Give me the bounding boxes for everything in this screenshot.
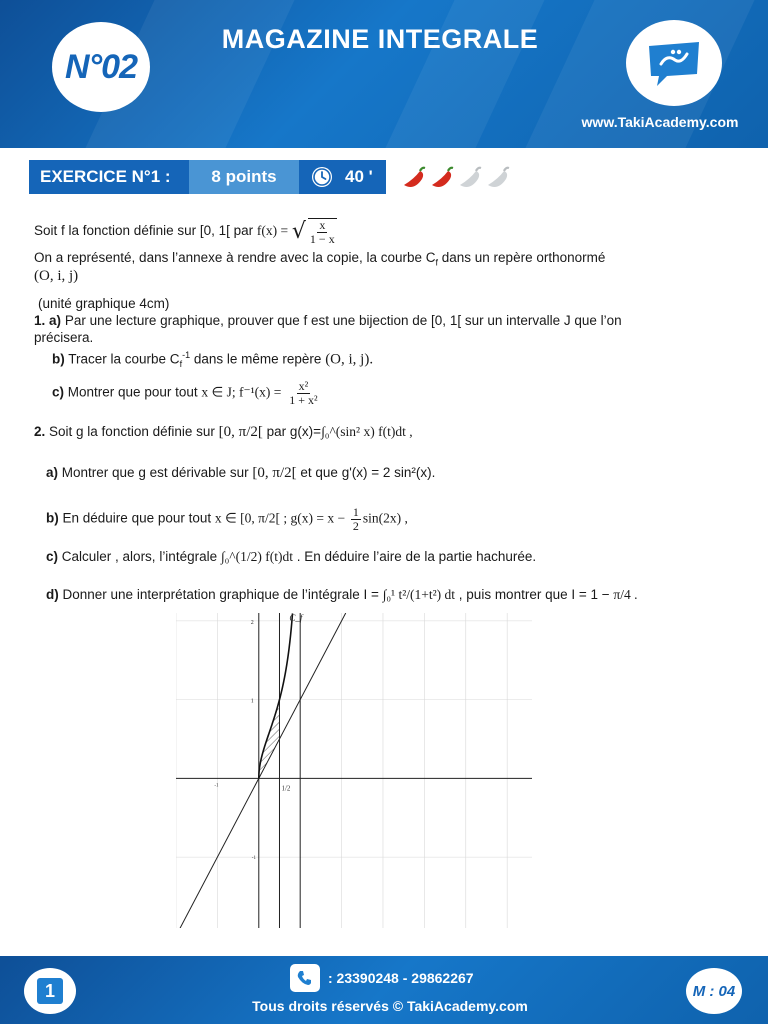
phone-numbers[interactable]: : 23390248 - 29862267	[328, 970, 474, 986]
book-icon	[37, 978, 63, 1004]
question-2d: d) Donner une interprétation graphique de l’intégrale I = ∫₀¹ t²/(1+t²) dt , puis montrer que I = 1 − π/4 .	[46, 587, 638, 602]
question-1b: b) Tracer la courbe $C_f^{-1}$ dans le même repère (O, i, j).	[52, 350, 374, 370]
exercise-time-value: 40 '	[345, 167, 373, 186]
statement-line-2: On a représenté, dans l’annexe à rendre avec la copie, la courbe $C_f$ dans un repère orthonormé	[34, 250, 606, 268]
issue-badge	[52, 22, 150, 112]
tick-label-x-minus1: -1	[214, 783, 219, 789]
tick-label-y-minus1: -1	[251, 856, 256, 862]
exercise-bar	[29, 160, 386, 194]
tick-label-y1: 1	[250, 698, 254, 705]
question-1a-cont: précisera.	[34, 330, 94, 345]
exercise-points: 8 points	[189, 160, 299, 194]
site-url[interactable]: www.TakiAcademy.com	[581, 114, 739, 130]
clock-icon	[311, 166, 333, 188]
header-banner	[0, 0, 768, 148]
question-2a: a) Montrer que g est dérivable sur [0, π/2[ et que g'(x) = 2 sin²(x).	[46, 465, 436, 481]
pepper-icon	[484, 165, 512, 191]
module-badge: M : 04	[686, 968, 742, 1014]
pepper-icon	[428, 165, 456, 191]
issue-number: N°02	[65, 47, 137, 86]
tick-label-y2: 2	[250, 619, 254, 626]
question-1c: c) Montrer que pour tout x ∈ J; f⁻¹(x) = $\frac{\text{x²}}{\text{1 + x²}}$	[52, 379, 318, 407]
tick-label-half: 1/2	[281, 784, 291, 793]
magazine-title: MAGAZINE INTEGRALE	[221, 24, 539, 54]
question-2: 2. Soit g la fonction définie sur [0, π/2[ par g(x)=∫₀^(sin² x) f(t)dt ,	[34, 424, 413, 440]
exercise-time	[299, 160, 386, 194]
phone-icon	[296, 969, 314, 987]
footer-banner	[0, 956, 768, 1024]
frame-notation: (O, i, j)	[34, 268, 79, 284]
taki-academy-logo[interactable]	[626, 20, 722, 106]
exercise-title: EXERCICE N°1 :	[29, 160, 189, 194]
page-number-badge	[24, 968, 76, 1014]
question-1a: 1. a) Par une lecture graphique, prouver que f est une bijection de [0, 1[ sur un intervalle J que l’on	[34, 313, 622, 328]
pepper-icon	[400, 165, 428, 191]
question-2c: c) Calculer , alors, l’intégrale ∫₀^(1/2) f(t)dt . En déduire l’aire de la partie hachurée.	[46, 549, 537, 564]
copyright: Tous droits réservés © TakiAcademy.com	[252, 998, 528, 1014]
graphic-unit: (unité graphique 4cm)	[38, 296, 170, 311]
taki-academy-logo-icon	[643, 38, 705, 88]
statement-line-1: Soit f la fonction définie sur [0, 1[ par f(x) = √ $\frac{x}{1 - x}$	[34, 218, 335, 246]
graph-grid	[176, 613, 532, 928]
curve-label: C_f	[289, 613, 303, 623]
difficulty-rating	[400, 165, 512, 191]
pepper-icon	[456, 165, 484, 191]
annex-graph	[176, 613, 532, 928]
phone-badge	[290, 964, 320, 992]
page-number: 1	[44, 980, 55, 1001]
question-2b: b) En déduire que pour tout x ∈ [0, π/2[ ; g(x) = x − $\frac{1}{2}$ sin(2x) ,	[46, 505, 408, 533]
